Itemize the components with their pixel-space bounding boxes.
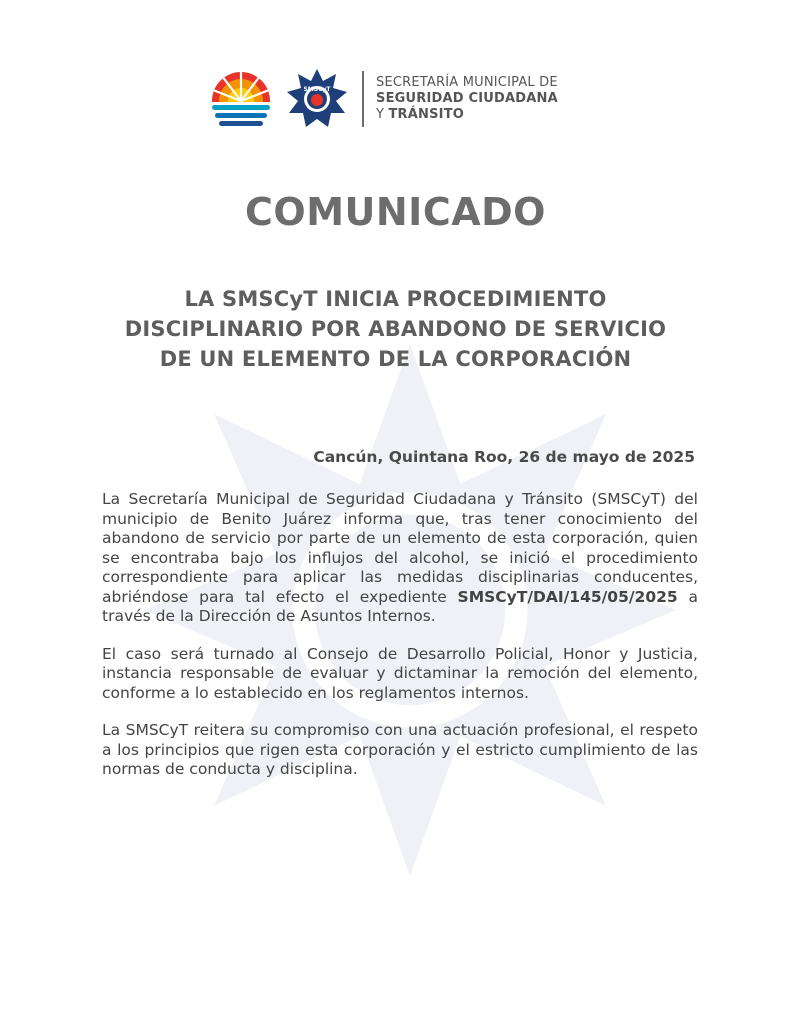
paragraph-1-text-a: La Secretaría Municipal de Seguridad Ciudadana y Tránsito (SMSCyT) del municipio de Benito Juárez informa que, tras tener conocimiento del abandono de servicio por parte de un elemento de esta corporación, quien se encontraba bajo los influjos del alcohol, se inició el procedimiento correspondiente para aplicar las medidas disciplinarias conducentes, abriéndose para tal efecto el expediente: [102, 490, 698, 606]
paragraph-2: El caso será turnado al Consejo de Desarrollo Policial, Honor y Justicia, instancia responsable de evaluar y dictaminar la remoción del elemento, conforme a lo establecido en los reglamentos internos.: [102, 644, 698, 702]
subtitle-line3: DE UN ELEMENTO DE LA CORPORACIÓN: [159, 347, 632, 371]
header: [210, 68, 558, 130]
cancun-sun-logo-icon: [210, 68, 272, 130]
org-line2: SEGURIDAD CIUDADANA: [376, 91, 558, 106]
document-title: COMUNICADO: [245, 190, 546, 234]
header-divider: [362, 71, 364, 127]
org-line3-bold: TRÁNSITO: [388, 107, 465, 122]
paragraph-1-text-b: a través de la Dirección de Asuntos Internos.: [102, 587, 698, 625]
case-file-number: SMSCyT/DAI/145/05/2025: [457, 587, 678, 606]
org-line3-prefix: Y: [376, 107, 389, 122]
badge-text: SMSCyT: [303, 86, 331, 93]
subtitle-line2: DISCIPLINARIO POR ABANDONO DE SERVICIO: [124, 317, 667, 341]
paragraph-1: [102, 490, 698, 627]
org-line1: SECRETARÍA MUNICIPAL DE: [376, 75, 558, 90]
document-subtitle: [90, 284, 701, 374]
organization-name: [376, 75, 558, 123]
date-line: Cancún, Quintana Roo, 26 de mayo de 2025: [313, 448, 695, 466]
subtitle-line1: LA SMSCyT INICIA PROCEDIMIENTO: [184, 287, 607, 311]
org-line3: [376, 107, 558, 123]
document-body: [102, 490, 698, 798]
paragraph-3: La SMSCyT reitera su compromiso con una actuación profesional, el respeto a los principios que rigen esta corporación y el estricto cumplimiento de las normas de conducta y disciplina.: [102, 721, 698, 778]
police-badge-logo-icon: [286, 68, 348, 130]
